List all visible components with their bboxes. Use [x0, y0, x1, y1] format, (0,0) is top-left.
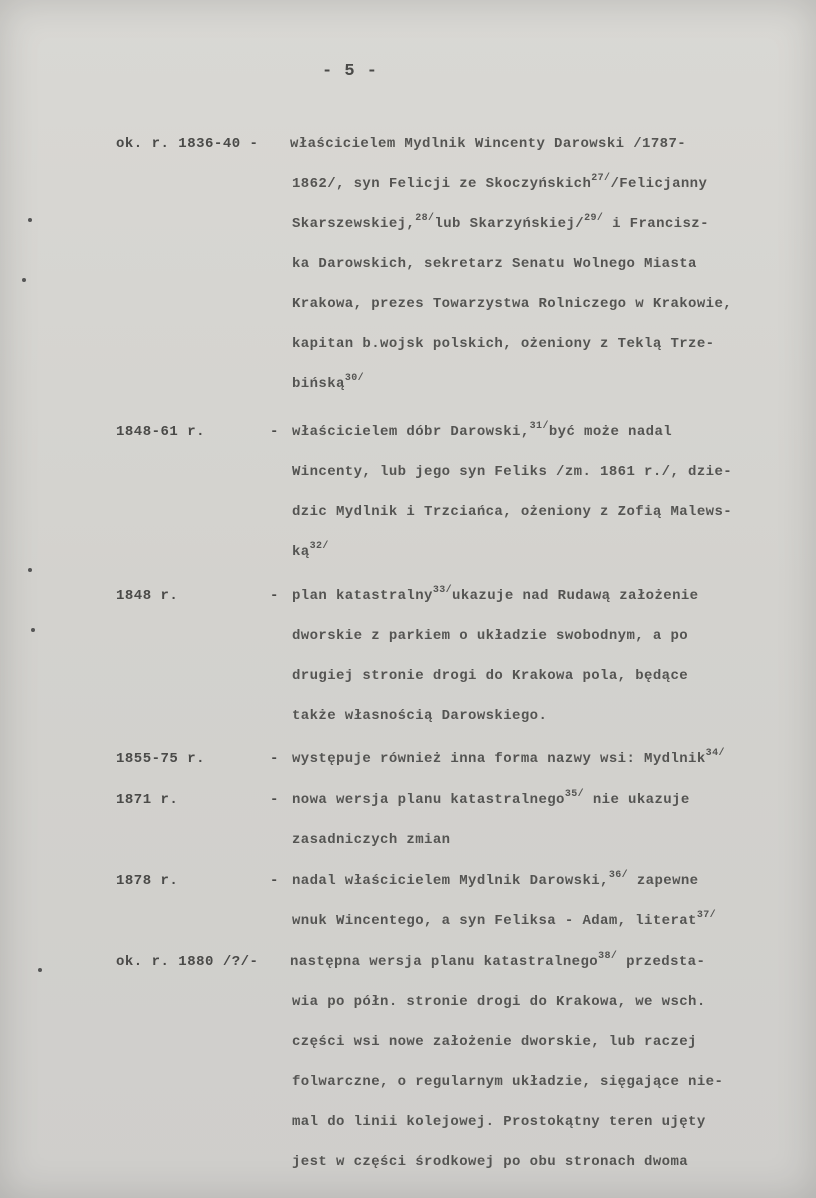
entry-date: 1848 r. — [116, 588, 179, 604]
entry-line: Krakowa, prezes Towarzystwa Rolniczego w Krakowie, — [292, 296, 733, 312]
entry-line: dzic Mydlnik i Trzciańca, ożeniony z Zofią Malews- — [292, 504, 733, 520]
entry-dash: - — [270, 751, 279, 767]
entry-date: 1848-61 r. — [116, 424, 206, 440]
margin-mark — [22, 278, 26, 282]
entry-line: Wincenty, lub jego syn Feliks /zm. 1861 r./, dzie- — [292, 464, 733, 480]
entry-date: ok. r. 1836-40 - — [116, 136, 259, 152]
entry-date: ok. r. 1880 /?/- — [116, 954, 259, 970]
entry-line: jest w części środkowej po obu stronach dwoma — [292, 1154, 689, 1170]
entry-line: właścicielem dóbr Darowski,$^{31/}$być może nadal — [292, 421, 673, 440]
margin-mark — [38, 968, 42, 972]
entry-line: wia po półn. stronie drogi do Krakowa, we wsch. — [292, 994, 706, 1010]
entry-line: także własnością Darowskiego. — [292, 708, 548, 724]
entry-line: nowa wersja planu katastralnego$^{35/}$ nie ukazuje — [292, 789, 690, 808]
entry-line: Skarszewskiej,$^{28/}$lub Skarzyńskiej/$^{29/}$ i Francisz- — [292, 213, 709, 232]
margin-mark — [28, 568, 32, 572]
page-number: - 5 - — [321, 62, 378, 81]
entry-line: nadal właścicielem Mydlnik Darowski,$^{36/}$ zapewne — [292, 870, 699, 889]
entry-date: 1871 r. — [116, 792, 179, 808]
entry-line: kapitan b.wojsk polskich, ożeniony z Teklą Trze- — [292, 336, 715, 352]
margin-mark — [31, 628, 35, 632]
entry-dash: - — [270, 424, 279, 440]
entry-date: 1855-75 r. — [116, 751, 206, 767]
entry-dash: - — [270, 873, 279, 889]
entry-line: następna wersja planu katastralnego$^{38/}$ przedsta- — [290, 951, 706, 970]
entry-dash: - — [270, 792, 279, 808]
entry-line: folwarczne, o regularnym układzie, sięgające nie- — [292, 1074, 724, 1090]
entry-line: ka Darowskich, sekretarz Senatu Wolnego Miasta — [292, 256, 697, 272]
entry-line: dworskie z parkiem o układzie swobodnym, a po — [292, 628, 689, 644]
entry-line: właścicielem Mydlnik Wincenty Darowski /1787- — [290, 136, 687, 152]
entry-line: drugiej stronie drogi do Krakowa pola, będące — [292, 668, 689, 684]
entry-line: plan katastralny$^{33/}$ukazuje nad Rudawą założenie — [292, 585, 699, 604]
entry-dash: - — [270, 588, 279, 604]
entry-line: występuje również inna forma nazwy wsi: Mydlnik$^{34/}$ — [292, 748, 725, 767]
entry-line: mal do linii kolejowej. Prostokątny teren ujęty — [292, 1114, 706, 1130]
entry-date: 1878 r. — [116, 873, 179, 889]
entry-line: wnuk Wincentego, a syn Feliksa - Adam, literat$^{37/}$ — [292, 910, 717, 929]
entry-line: zasadniczych zmian — [292, 832, 451, 848]
entry-line: $ką^{32/}$ — [292, 541, 329, 560]
entry-line: części wsi nowe założenie dworskie, lub raczej — [292, 1034, 697, 1050]
entry-line: bińską$^{30/}$ — [292, 373, 365, 392]
entry-line: 1862/, syn Felicji ze Skoczyńskich$^{27/}$/Felicjanny — [292, 173, 708, 192]
margin-mark — [28, 218, 32, 222]
